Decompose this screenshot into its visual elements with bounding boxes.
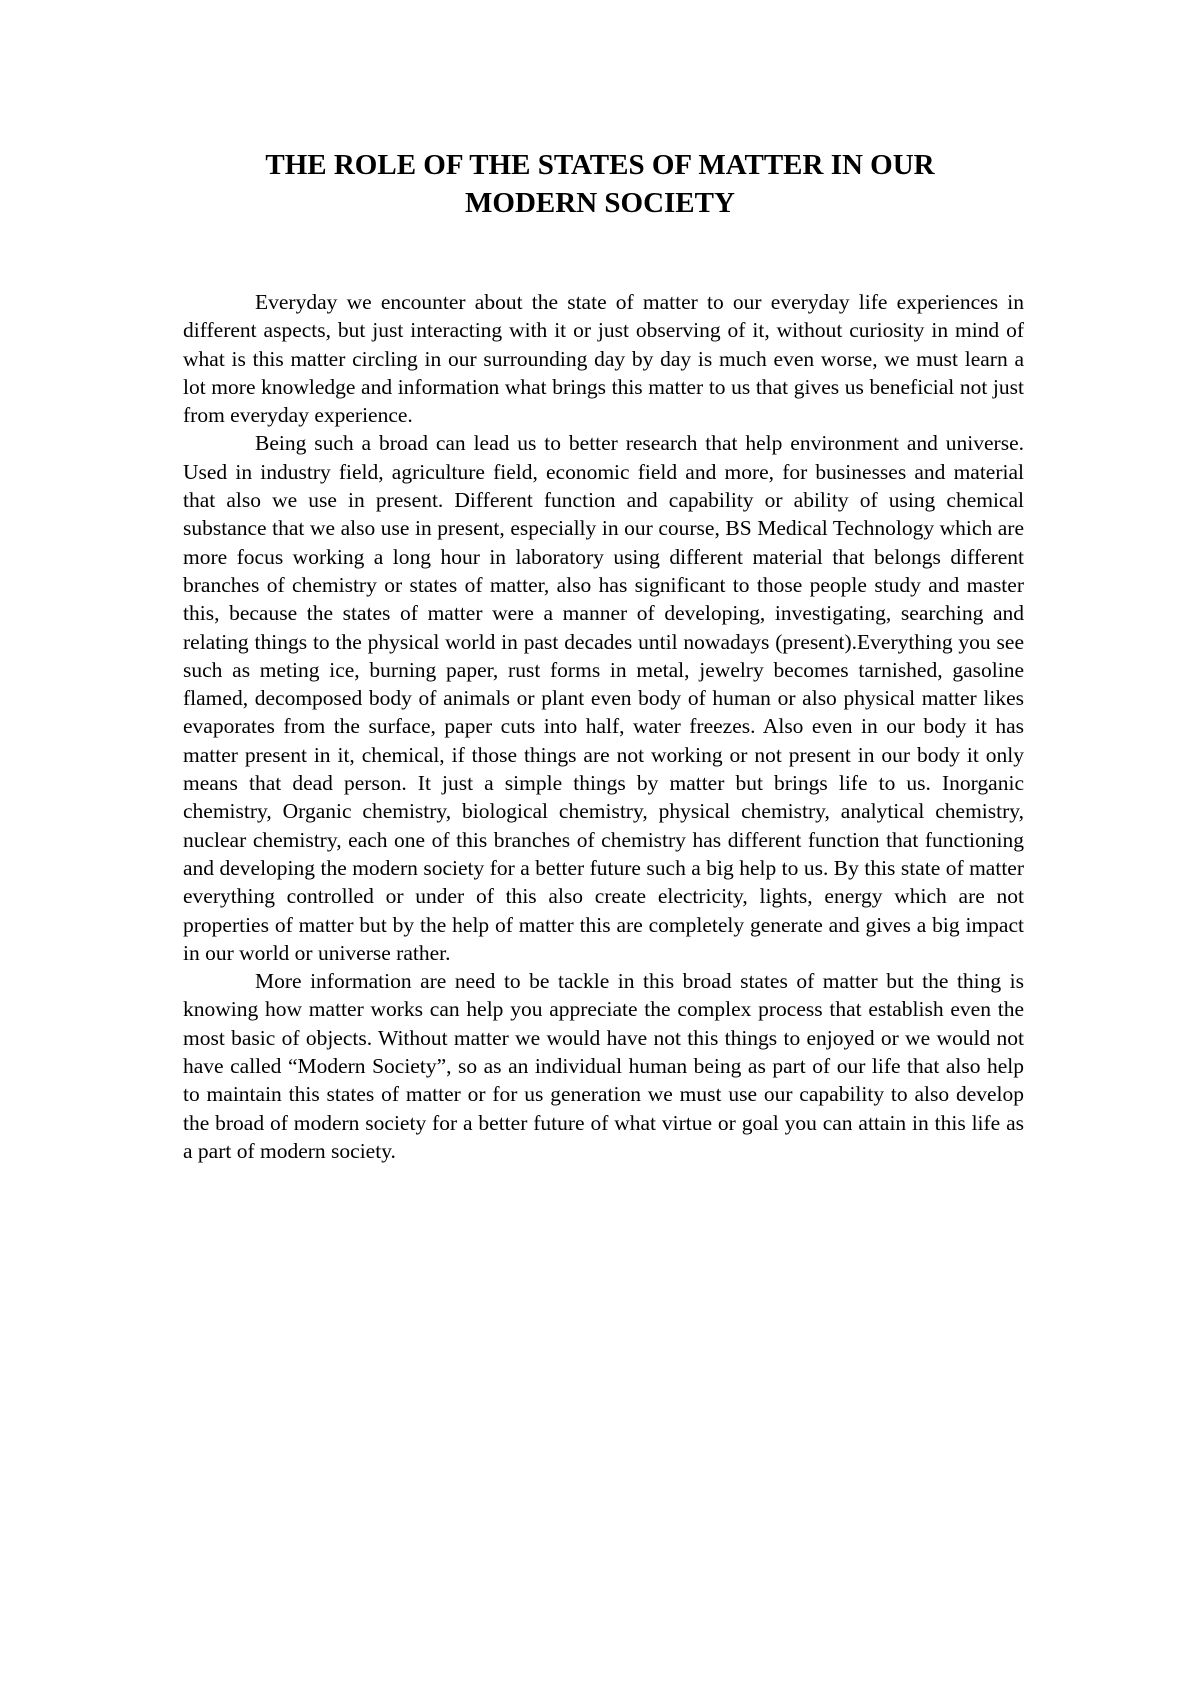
- paragraph-1: Everyday we encounter about the state of matter to our everyday life experiences in different aspects, but just interacting with it or just observing of it, without curiosity in mind of what is this matter circling in our surrounding day by day is much even worse, we must learn a lot more knowledge and information what brings this matter to us that gives us beneficial not just from everyday experience.: [183, 290, 1024, 428]
- document-title: [0, 146, 1200, 222]
- document-body: [183, 288, 1024, 1165]
- paragraph-3: More information are need to be tackle in this broad states of matter but the thing is knowing how matter works can help you appreciate the complex process that establish even the most basic of objects. Without matter we would have not this things to enjoyed or we would not have called “Modern Society”, so as an individual human being as part of our life that also help to maintain this states of matter or for us generation we must use our capability to also develop the broad of modern society for a better future of what virtue or goal you can attain in this life as a part of modern society.: [183, 969, 1024, 1163]
- paragraph-2: Being such a broad can lead us to better research that help environment and universe. Used in industry field, agriculture field, economic field and more, for businesses and material that also we use in present. Different function and capability or ability of using chemical substance that we also use in present, especially in our course, BS Medical Technology which are more focus working a long hour in laboratory using different material that belongs different branches of chemistry or states of matter, also has significant to those people study and master this, because the states of matter were a manner of developing, investigating, searching and relating things to the physical world in past decades until nowadays (present).Everything you see such as meting ice, burning paper, rust forms in metal, jewelry becomes tarnished, gasoline flamed, decomposed body of animals or plant even body of human or also physical matter likes evaporates from the surface, paper cuts into half, water freezes. Also even in our body it has matter present in it, chemical, if those things are not working or not present in our body it only means that dead person. It just a simple things by matter but brings life to us. Inorganic chemistry, Organic chemistry, biological chemistry, physical chemistry, analytical chemistry, nuclear chemistry, each one of this branches of chemistry has different function that functioning and developing the modern society for a better future such a big help to us. By this state of matter everything controlled or under of this also create electricity, lights, energy which are not properties of matter but by the help of matter this are completely generate and gives a big impact in our world or universe rather.: [183, 431, 1024, 965]
- title-line-2: MODERN SOCIETY: [465, 187, 735, 219]
- title-line-1: THE ROLE OF THE STATES OF MATTER IN OUR: [265, 149, 935, 181]
